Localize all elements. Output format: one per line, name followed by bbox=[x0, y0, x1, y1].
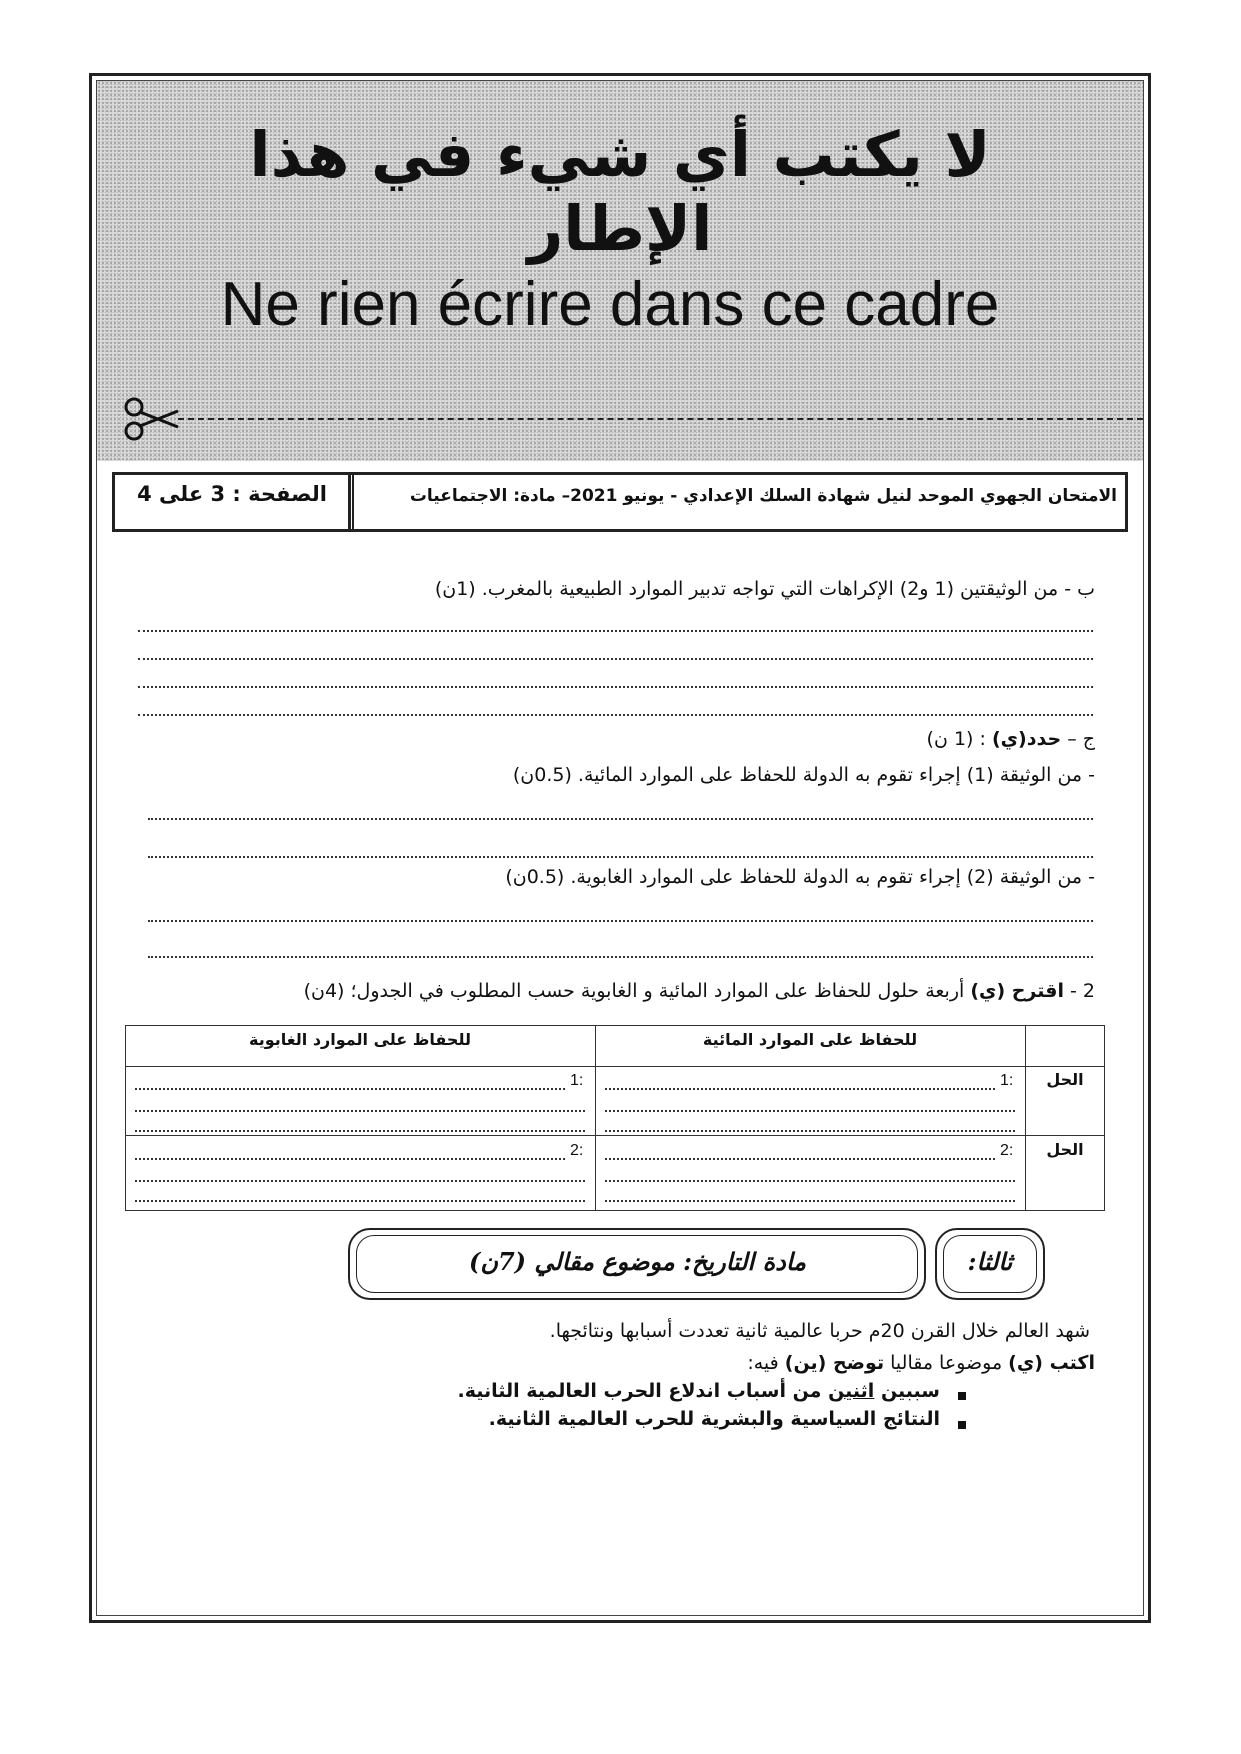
section-3-title: مادة التاريخ: موضوع مقالي (7ن) bbox=[468, 1247, 807, 1276]
question-2-verb: اقترح (ي) bbox=[970, 980, 1064, 1002]
answer-line[interactable] bbox=[148, 956, 1093, 958]
answer-line[interactable] bbox=[138, 630, 1093, 632]
question-j1: - من الوثيقة (1) إجراء تقوم به الدولة للحفاظ على الموارد المائية. (0.5ن) bbox=[512, 764, 1095, 786]
question-j-verb: حدد(ي) bbox=[991, 728, 1062, 750]
solution-number: 2: bbox=[1000, 1142, 1014, 1159]
question-j-heading bbox=[700, 728, 1095, 751]
question-b: ب - من الوثيقتين (1 و2) الإكراهات التي تواجه تدبير الموارد الطبيعية بالمغرب. (1ن) bbox=[434, 578, 1095, 600]
row-label-solution-1: الحل bbox=[1046, 1070, 1084, 1089]
question-j-points: : (1 ن) bbox=[926, 728, 992, 750]
header-divider bbox=[348, 472, 354, 532]
answer-line[interactable] bbox=[135, 1200, 585, 1202]
solutions-table bbox=[125, 1025, 1105, 1211]
bullet-item-causes bbox=[380, 1380, 940, 1403]
answer-line[interactable] bbox=[605, 1130, 1015, 1132]
answer-line[interactable] bbox=[135, 1130, 585, 1132]
column-header-water: للحفاظ على الموارد المائية bbox=[702, 1030, 918, 1049]
bullet-1-start: سببين bbox=[874, 1380, 940, 1402]
solution-number: 1: bbox=[570, 1072, 584, 1089]
answer-line[interactable] bbox=[135, 1088, 565, 1090]
answer-line[interactable] bbox=[605, 1158, 995, 1160]
table-col-rule bbox=[595, 1025, 596, 1211]
instruction-verb: اكتب (ي) bbox=[1008, 1352, 1095, 1374]
scissors-icon bbox=[120, 395, 180, 443]
answer-line[interactable] bbox=[135, 1158, 565, 1160]
table-col-rule bbox=[1025, 1025, 1026, 1211]
table-header-rule bbox=[125, 1066, 1105, 1067]
answer-line[interactable] bbox=[138, 658, 1093, 660]
instruction-verb-2: توضح (ين) bbox=[784, 1352, 885, 1374]
question-j-label: ج – bbox=[1067, 728, 1095, 750]
solution-number: 2: bbox=[570, 1142, 584, 1159]
answer-line[interactable] bbox=[138, 714, 1093, 716]
page-number: الصفحة : 3 على 4 bbox=[137, 482, 327, 506]
exam-title: الامتحان الجهوي الموحد لنيل شهادة السلك الإعدادي - يونيو 2021– مادة: الاجتماعيات bbox=[409, 486, 1117, 506]
bullet-icon bbox=[958, 1392, 966, 1400]
answer-line[interactable] bbox=[148, 856, 1093, 858]
question-2-text: أربعة حلول للحفاظ على الموارد المائية و الغابوية حسب المطلوب في الجدول؛ (4ن) bbox=[303, 980, 971, 1002]
answer-line[interactable] bbox=[138, 686, 1093, 688]
answer-line[interactable] bbox=[605, 1110, 1015, 1112]
answer-line[interactable] bbox=[148, 818, 1093, 820]
answer-line[interactable] bbox=[605, 1088, 995, 1090]
column-header-forest: للحفاظ على الموارد الغابوية bbox=[248, 1030, 471, 1049]
section-3-label: ثالثا: bbox=[967, 1247, 1013, 1276]
instruction-mid: موضوعا مقاليا bbox=[884, 1352, 1009, 1374]
row-label-solution-2: الحل bbox=[1046, 1140, 1084, 1159]
question-j2: - من الوثيقة (2) إجراء تقوم به الدولة للحفاظ على الموارد الغابوية. (0.5ن) bbox=[505, 866, 1095, 888]
section-3-instruction bbox=[500, 1352, 1095, 1375]
instruction-end: فيه: bbox=[747, 1352, 785, 1374]
no-write-heading-ar: لا يكتب أي شيء في هذا الإطار bbox=[249, 118, 991, 266]
answer-line[interactable] bbox=[605, 1180, 1015, 1182]
no-write-heading-fr: Ne rien écrire dans ce cadre bbox=[220, 270, 1000, 339]
answer-line[interactable] bbox=[605, 1200, 1015, 1202]
question-2 bbox=[190, 980, 1095, 1003]
table-row-rule bbox=[125, 1135, 1105, 1136]
answer-line[interactable] bbox=[135, 1110, 585, 1112]
bullet-item-consequences: النتائج السياسية والبشرية للحرب العالمية الثانية. bbox=[488, 1408, 940, 1430]
solution-number: 1: bbox=[1000, 1072, 1014, 1089]
bullet-icon bbox=[958, 1421, 966, 1429]
answer-line[interactable] bbox=[135, 1180, 585, 1182]
bullet-1-end: من أسباب اندلاع الحرب العالمية الثانية. bbox=[457, 1380, 829, 1402]
section-3-intro: شهد العالم خلال القرن 20م حربا عالمية ثانية تعددت أسبابها ونتائجها. bbox=[549, 1320, 1090, 1342]
bullet-1-underlined: اثنين bbox=[828, 1380, 875, 1402]
answer-line[interactable] bbox=[148, 920, 1093, 922]
question-2-number: 2 - bbox=[1063, 980, 1095, 1002]
cut-line bbox=[178, 418, 1143, 420]
